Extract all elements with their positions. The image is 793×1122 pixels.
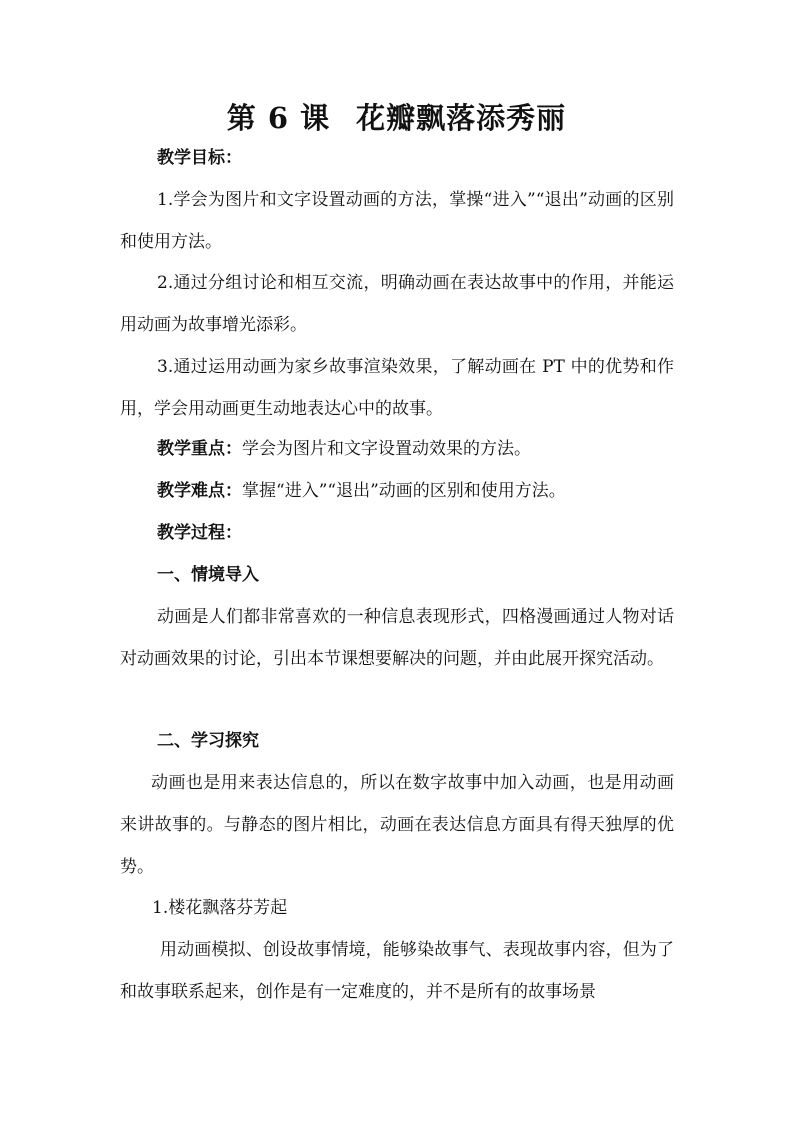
- objective-3: 3.通过运用动画为家乡故事渲染效果，了解动画在 PT 中的优势和作用，学会用动画更生动地表达心中的故事。: [120, 357, 674, 419]
- difficulty: [120, 470, 674, 512]
- objectives-heading: 教学目标：: [157, 148, 242, 168]
- objective-1: 1.学会为图片和文字设置动画的方法，掌操“进入”“退出”动画的区别和使用方法。: [120, 190, 674, 252]
- lesson-title: [0, 100, 793, 136]
- objective-2: 2.通过分组讨论和相互交流，明确动画在表达故事中的作用，并能运用动画为故事增光添彩。: [120, 273, 674, 335]
- key-point-label: 教学重点：: [157, 439, 242, 459]
- subsection-1-heading: 1.楼花飘落芬芳起: [152, 898, 288, 918]
- difficulty-label: 教学难点：: [157, 481, 242, 501]
- lesson-number: 第 6 课: [226, 101, 331, 135]
- section-2-heading: 二、学习探究: [157, 731, 259, 751]
- section-1-heading: 一、情境导入: [157, 565, 259, 585]
- section-1-text: 动画是人们都非常喜欢的一种信息表现形式，四格漫画通过人物对话对动画效果的讨论，引出本节课想要解决的问题，并由此展开探究活动。: [120, 607, 674, 669]
- key-point-text: 学会为图片和文字设置动效果的方法。: [242, 439, 531, 459]
- section-2-text: 动画也是用来表达信息的，所以在数字故事中加入动画，也是用动画来讲故事的。与静态的图片相比，动画在表达信息方面具有得天独厚的优势。: [120, 773, 674, 877]
- difficulty-text: 掌握“进入”“退出”动画的区别和使用方法。: [242, 481, 566, 501]
- lesson-name: 花瓣飘落添秀丽: [356, 101, 567, 135]
- key-point: [120, 428, 674, 470]
- subsection-1-text: 用动画模拟、创设故事情境，能够染故事气、表现故事内容，但为了和故事联系起来，创作是有一定难度的，并不是所有的故事场景: [120, 940, 674, 1002]
- process-heading: 教学过程：: [157, 523, 242, 543]
